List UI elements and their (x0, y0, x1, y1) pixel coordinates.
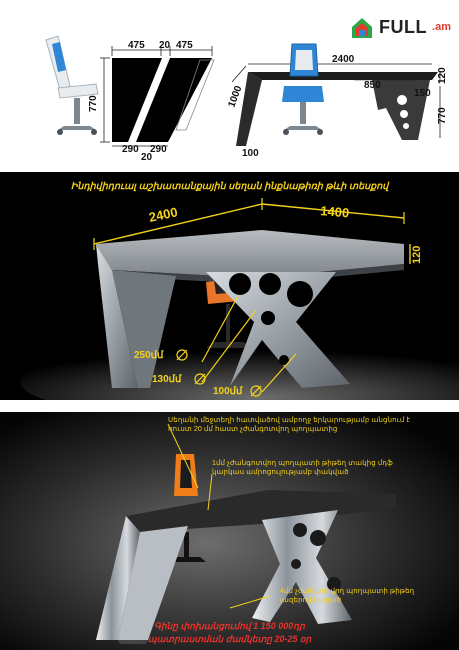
photo-panel (0, 412, 459, 650)
hole-medium-label: 130մմ (152, 374, 182, 385)
note-mid: 1մմ չժանգոտվող պողպատի թիթեղ տակից մդֆ կարկաս ամրոցուլությամբ փակված (212, 458, 393, 476)
left-chair-illustration (46, 36, 98, 135)
technical-drawings-panel (0, 0, 459, 162)
render-length-label: 2400 (147, 204, 179, 225)
full-am-logo[interactable] (349, 14, 451, 40)
render-title: Ինդիվիդուալ աշխատանքային սեղան ինքնաթիռի թևի տեսքով (70, 181, 389, 192)
dim-depth: 850 (364, 80, 381, 91)
dim-top-mid: 20 (159, 40, 171, 51)
right-desk-perspective (226, 54, 448, 159)
note-top: Սեղանի մեջտեղի հատվածով ամբողջ երկարությամբ անցնում է ռուստ 20 մմ հաստ չժանգոտվող պողպատից (168, 415, 411, 433)
photo-svg (0, 412, 459, 650)
note-bottom: 4մմ չժանգոտվող պողպատի թիթեղ լազերով կտրած (280, 586, 415, 604)
dim-top-left: 475 (128, 40, 145, 51)
dim-step: 150 (414, 88, 431, 99)
dim-diagonal: 1000 (226, 84, 245, 110)
left-desk-side-view (88, 40, 214, 162)
render-svg (0, 172, 459, 400)
dim-bottom-right: 290 (150, 144, 167, 155)
dim-bottom-mid: 20 (141, 152, 153, 162)
dim-length: 2400 (332, 54, 355, 65)
dim-bottom-left: 290 (122, 144, 139, 155)
render-thickness-label: 120 (411, 245, 423, 264)
price-line-2: պատրաստման ժամկետը 20-25 օր (147, 634, 312, 644)
hole-large-label: 250մմ (134, 350, 164, 361)
price-line-1: Գինը փոխանցումով 1 150 000դր (154, 621, 305, 631)
logo-text: FULL (379, 16, 428, 37)
dim-height-right: 770 (437, 107, 448, 124)
render-depth-label: 1400 (319, 203, 350, 221)
dim-base: 100 (242, 148, 259, 159)
dim-thickness: 120 (437, 67, 448, 84)
hole-small-label: 100մմ (213, 386, 243, 397)
render-panel (0, 172, 459, 400)
dim-height-left: 770 (88, 95, 99, 112)
house-logo-icon (349, 14, 375, 40)
right-chair-illustration (282, 44, 324, 135)
logo-suffix: .am (432, 21, 451, 33)
dim-top-right: 475 (176, 40, 193, 51)
